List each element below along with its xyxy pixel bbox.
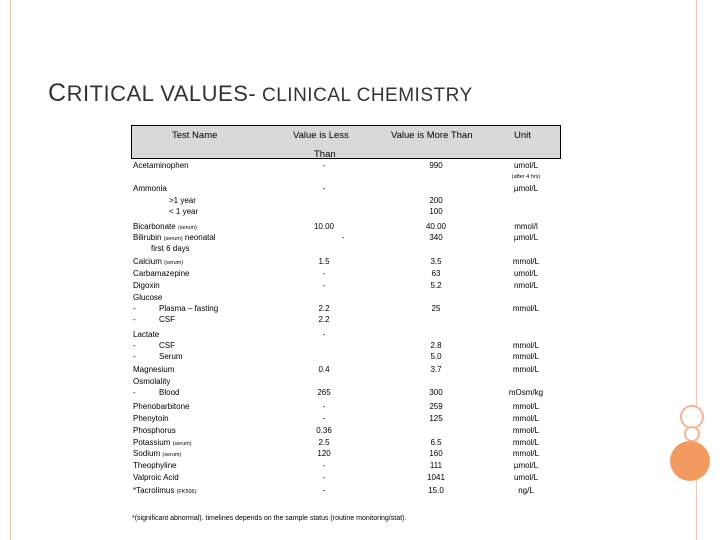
table-cell: mmol/L xyxy=(512,438,540,447)
table-cell: ng/L xyxy=(518,486,534,495)
table-cell: - xyxy=(322,184,326,193)
table-cell: 0.4 xyxy=(318,365,330,374)
table-cell-note: (after 4 hrs) xyxy=(511,174,541,180)
table-cell: 0.36 xyxy=(316,426,332,435)
table-cell: umol/L xyxy=(513,269,538,278)
table-row: Digoxin xyxy=(133,281,160,290)
table-cell: - xyxy=(322,486,326,495)
table-cell: µmol/L xyxy=(513,184,539,193)
table-cell: 2.2 xyxy=(318,315,330,324)
table-row: Phosphorus xyxy=(133,426,176,435)
table-cell: 40.00 xyxy=(425,222,447,231)
table-row: Sodium (serum) xyxy=(133,449,182,458)
table-cell: < 1 year xyxy=(169,207,199,216)
table-cell: 300 xyxy=(429,388,443,397)
table-row: Ammonia xyxy=(133,184,167,193)
header-value-more: Value is More Than xyxy=(391,130,473,141)
table-cell: umol/L xyxy=(513,473,538,482)
table-row: Bicarbonate (serum) xyxy=(133,222,197,231)
table-cell: - xyxy=(322,281,326,290)
table-cell: 200 xyxy=(429,196,443,205)
table-cell: 5.0 xyxy=(430,352,442,361)
table-cell: 1.5 xyxy=(318,257,330,266)
table-cell: mmol/L xyxy=(512,414,540,423)
table-cell: 340 xyxy=(429,233,443,242)
table-cell: 125 xyxy=(429,414,443,423)
footnote: *(significant abnormal). timelines depends on the sample status (routine monitoring/stat). xyxy=(132,515,407,522)
table-cell: CSF xyxy=(159,341,175,350)
table-cell: mmol/l xyxy=(514,222,538,231)
table-cell: mmol/L xyxy=(512,426,540,435)
table-cell: - xyxy=(322,414,326,423)
table-cell: - xyxy=(322,461,326,470)
table-cell: 120 xyxy=(317,449,331,458)
table-cell: Blood xyxy=(159,388,180,397)
table-cell: mmol/L xyxy=(512,365,540,374)
table-cell: - xyxy=(133,304,136,313)
ornament-circle-2 xyxy=(684,426,700,442)
table-cell: - xyxy=(341,233,345,242)
table-cell: nmol/L xyxy=(513,281,538,290)
header-unit: Unit xyxy=(514,130,531,141)
table-cell: - xyxy=(133,388,136,397)
table-cell: - xyxy=(133,352,136,361)
table-row: Lactate xyxy=(133,330,160,339)
table-cell: Serum xyxy=(159,352,183,361)
table-cell: mmol/L xyxy=(512,341,540,350)
table-cell: mmol/L xyxy=(512,257,540,266)
table-cell: mOsm/kg xyxy=(508,388,544,397)
table-cell: >1 year xyxy=(169,196,196,205)
table-row: Magnesium xyxy=(133,365,175,374)
table-cell: - xyxy=(322,473,326,482)
header-test-name: Test Name xyxy=(172,130,218,141)
table-header xyxy=(131,125,561,159)
table-cell: CSF xyxy=(159,315,175,324)
header-value-less: Value is Less xyxy=(293,130,349,141)
table-row: Phenytoin xyxy=(133,414,169,423)
table-cell: first 6 days xyxy=(151,244,190,253)
table-cell: 265 xyxy=(317,388,331,397)
table-cell: 2.5 xyxy=(318,438,330,447)
table-cell: - xyxy=(133,341,136,350)
table-cell: 111 xyxy=(429,461,443,470)
table-cell: 990 xyxy=(429,161,443,170)
ornament-circle-3 xyxy=(670,441,710,481)
table-cell: 10.00 xyxy=(313,222,335,231)
table-cell: µmol/L xyxy=(513,461,539,470)
table-cell: 3.7 xyxy=(430,365,442,374)
table-cell: 25 xyxy=(431,304,441,313)
table-row: Glucose xyxy=(133,293,163,302)
table-cell: 160 xyxy=(429,449,443,458)
table-cell: 63 xyxy=(431,269,441,278)
table-cell: 15.0 xyxy=(428,486,444,495)
table-cell: Plasma – fasting xyxy=(159,304,219,313)
slide-title: CRITICAL VALUES- CLINICAL CHEMISTRY xyxy=(48,79,473,107)
table-cell: mmol/L xyxy=(512,402,540,411)
table-cell: - xyxy=(322,161,326,170)
table-row: Potassium (serum) xyxy=(133,438,192,447)
table-cell: 3.5 xyxy=(430,257,442,266)
table-cell: mmol/L xyxy=(512,352,540,361)
table-cell: - xyxy=(322,269,326,278)
table-row: Theophyline xyxy=(133,461,177,470)
table-row: Acetaminophen xyxy=(133,161,189,170)
table-row: Osmolality xyxy=(133,377,171,386)
table-cell: 5.2 xyxy=(430,281,442,290)
table-cell: - xyxy=(322,402,326,411)
table-cell: umol/L xyxy=(513,161,538,170)
table-cell: 1041 xyxy=(427,473,445,482)
table-cell: - xyxy=(322,330,326,339)
table-cell: mmol/L xyxy=(512,449,540,458)
table-row: *Tacrolimus (FK506) xyxy=(133,486,197,495)
left-border-line xyxy=(10,0,11,540)
table-cell: 259 xyxy=(429,402,443,411)
table-row: Valproic Acid xyxy=(133,473,179,482)
table-cell: 2.8 xyxy=(430,341,442,350)
table-cell: 2.2 xyxy=(318,304,330,313)
header-value-less-than: Than xyxy=(314,149,336,160)
table-cell: - xyxy=(133,315,136,324)
table-row: Phenobarbitone xyxy=(133,402,190,411)
table-cell: µmol/L xyxy=(513,233,539,242)
table-row: Bilirubin (serum) neonatal xyxy=(133,233,216,242)
table-row: Carbamazepine xyxy=(133,269,190,278)
table-cell: 6.5 xyxy=(430,438,442,447)
table-row: Calcium (serum) xyxy=(133,257,184,266)
table-cell: 100 xyxy=(429,207,443,216)
table-cell: mmol/L xyxy=(512,304,540,313)
